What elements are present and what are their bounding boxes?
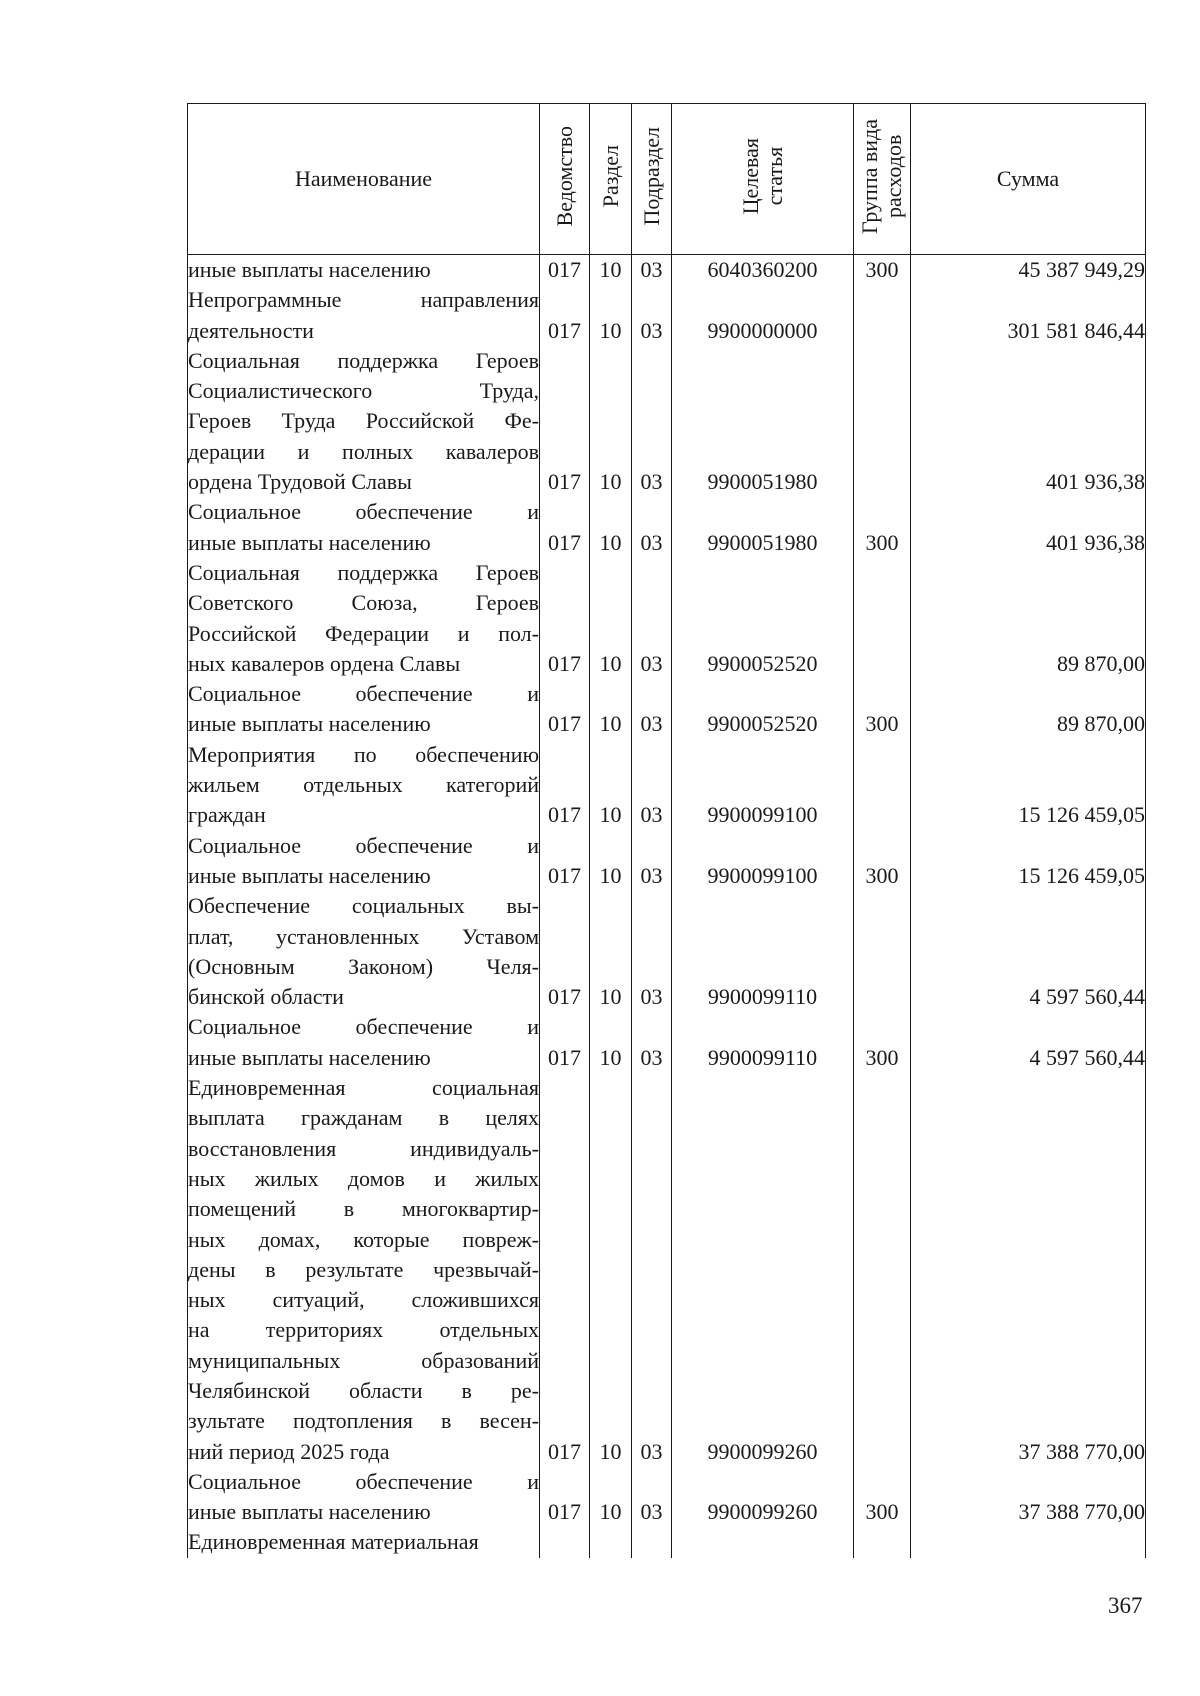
cell-podrazdel: 03 <box>632 1073 672 1467</box>
name-line: иные выплаты населению <box>188 711 431 737</box>
cell-celevaya-statya: 9900051980 <box>672 497 854 558</box>
name-line: бинской области <box>188 984 344 1010</box>
table-row <box>188 831 1146 892</box>
table-row <box>188 558 1146 679</box>
cell-vedomstvo: 017 <box>540 255 590 286</box>
cell-razdel: 10 <box>590 740 632 831</box>
cell-celevaya-statya: 9900051980 <box>672 346 854 497</box>
name-line: (Основным Законом) Челя- <box>188 953 539 979</box>
cell-podrazdel <box>632 1527 672 1557</box>
cell-podrazdel: 03 <box>632 285 672 346</box>
cell-vedomstvo: 017 <box>540 285 590 346</box>
page-number: 367 <box>1108 1593 1143 1618</box>
name-line: Социальное обеспечение и <box>188 1468 539 1494</box>
name-line: ных кавалеров ордена Славы <box>188 650 461 676</box>
cell-vedomstvo: 017 <box>540 1467 590 1528</box>
cell-vedomstvo: 017 <box>540 1073 590 1467</box>
cell-name <box>188 679 540 740</box>
cell-vedomstvo: 017 <box>540 497 590 558</box>
name-line: Социальное обеспечение и <box>188 1014 539 1040</box>
header-celevaya-statya: Целевая статья <box>672 104 854 255</box>
cell-razdel: 10 <box>590 1467 632 1528</box>
header-summa: Сумма <box>911 104 1146 255</box>
name-line: дены в результате чрезвычай- <box>188 1256 539 1282</box>
cell-name <box>188 497 540 558</box>
cell-gruppa-vida-rashodov <box>854 740 911 831</box>
name-line: ордена Трудовой Славы <box>188 469 412 495</box>
cell-podrazdel: 03 <box>632 740 672 831</box>
cell-celevaya-statya: 9900099260 <box>672 1073 854 1467</box>
name-line: Советского Союза, Героев <box>188 590 539 616</box>
cell-gruppa-vida-rashodov: 300 <box>854 679 911 740</box>
name-line: зультате подтопления в весен- <box>188 1408 539 1434</box>
header-vedomstvo: Ведомство <box>540 104 590 255</box>
cell-name <box>188 1073 540 1467</box>
header-podrazdel: Подраздел <box>632 104 672 255</box>
name-line: иные выплаты населению <box>188 1044 431 1070</box>
name-line: иные выплаты населению <box>188 1499 431 1525</box>
cell-celevaya-statya: 9900052520 <box>672 558 854 679</box>
cell-celevaya-statya: 9900099110 <box>672 1012 854 1073</box>
cell-podrazdel: 03 <box>632 1012 672 1073</box>
name-line: помещений в многоквартир- <box>188 1196 539 1222</box>
table-row <box>188 679 1146 740</box>
cell-podrazdel: 03 <box>632 558 672 679</box>
cell-name <box>188 255 540 286</box>
table-row <box>188 346 1146 497</box>
name-line: иные выплаты населению <box>188 862 431 888</box>
cell-razdel: 10 <box>590 1012 632 1073</box>
cell-vedomstvo: 017 <box>540 346 590 497</box>
name-line: Социальное обеспечение и <box>188 499 539 525</box>
cell-vedomstvo <box>540 1527 590 1557</box>
table-row <box>188 1467 1146 1528</box>
name-line: ных домах, которые повреж- <box>188 1226 539 1252</box>
cell-gruppa-vida-rashodov <box>854 346 911 497</box>
name-line: Социальная поддержка Героев <box>188 347 539 373</box>
cell-podrazdel: 03 <box>632 346 672 497</box>
name-line: Мероприятия по обеспечению <box>188 741 539 767</box>
table-row <box>188 255 1146 286</box>
name-line: жильем отдельных категорий <box>188 772 539 798</box>
name-line: Челябинской области в ре- <box>188 1377 539 1403</box>
table-row <box>188 740 1146 831</box>
cell-name <box>188 558 540 679</box>
cell-razdel: 10 <box>590 285 632 346</box>
cell-name <box>188 346 540 497</box>
cell-vedomstvo: 017 <box>540 558 590 679</box>
table-row <box>188 1012 1146 1073</box>
header-razdel: Раздел <box>590 104 632 255</box>
cell-celevaya-statya: 6040360200 <box>672 255 854 286</box>
table-row <box>188 1073 1146 1467</box>
cell-celevaya-statya: 9900099100 <box>672 740 854 831</box>
cell-celevaya-statya: 9900099260 <box>672 1467 854 1528</box>
table-row <box>188 891 1146 1012</box>
cell-name <box>188 891 540 1012</box>
name-line: ний период 2025 года <box>188 1438 390 1464</box>
name-line: деятельности <box>188 317 314 343</box>
name-line: на территориях отдельных <box>188 1317 539 1343</box>
cell-summa: 4 597 560,44 <box>911 891 1146 1012</box>
name-line: граждан <box>188 802 266 828</box>
cell-razdel: 10 <box>590 497 632 558</box>
name-line: ных жилых домов и жилых <box>188 1165 539 1191</box>
name-line: Социальная поддержка Героев <box>188 559 539 585</box>
name-line: Социалистического Труда, <box>188 378 539 404</box>
cell-podrazdel: 03 <box>632 1467 672 1528</box>
name-line: дерации и полных кавалеров <box>188 438 539 464</box>
cell-gruppa-vida-rashodov <box>854 285 911 346</box>
cell-vedomstvo: 017 <box>540 679 590 740</box>
cell-razdel: 10 <box>590 679 632 740</box>
name-line: Обеспечение социальных вы- <box>188 893 539 919</box>
cell-razdel: 10 <box>590 891 632 1012</box>
cell-vedomstvo: 017 <box>540 891 590 1012</box>
cell-name <box>188 1012 540 1073</box>
name-line: иные выплаты населению <box>188 257 431 282</box>
name-line: выплата гражданам в целях <box>188 1105 539 1131</box>
cell-gruppa-vida-rashodov <box>854 891 911 1012</box>
cell-summa: 401 936,38 <box>911 346 1146 497</box>
cell-summa: 37 388 770,00 <box>911 1467 1146 1528</box>
cell-podrazdel: 03 <box>632 255 672 286</box>
cell-name <box>188 831 540 892</box>
cell-razdel: 10 <box>590 831 632 892</box>
name-line: Героев Труда Российской Фе- <box>188 408 539 434</box>
name-line: Единовременная социальная <box>188 1075 539 1101</box>
cell-vedomstvo: 017 <box>540 831 590 892</box>
cell-celevaya-statya: 9900099100 <box>672 831 854 892</box>
cell-vedomstvo: 017 <box>540 740 590 831</box>
cell-gruppa-vida-rashodov <box>854 1527 911 1557</box>
name-line: Единовременная материальная <box>188 1529 479 1555</box>
cell-name <box>188 285 540 346</box>
cell-podrazdel: 03 <box>632 831 672 892</box>
cell-podrazdel: 03 <box>632 679 672 740</box>
cell-name <box>188 1527 540 1557</box>
cell-summa: 401 936,38 <box>911 497 1146 558</box>
budget-table <box>187 103 1146 1558</box>
cell-razdel: 10 <box>590 558 632 679</box>
cell-razdel: 10 <box>590 255 632 286</box>
cell-celevaya-statya: 9900052520 <box>672 679 854 740</box>
cell-gruppa-vida-rashodov: 300 <box>854 831 911 892</box>
cell-podrazdel: 03 <box>632 497 672 558</box>
name-line: Социальное обеспечение и <box>188 681 539 707</box>
table-header-row <box>188 104 1146 255</box>
cell-name <box>188 1467 540 1528</box>
cell-gruppa-vida-rashodov: 300 <box>854 1467 911 1528</box>
cell-summa: 45 387 949,29 <box>911 255 1146 286</box>
cell-gruppa-vida-rashodov: 300 <box>854 1012 911 1073</box>
cell-celevaya-statya: 9900000000 <box>672 285 854 346</box>
name-line: иные выплаты населению <box>188 529 431 555</box>
cell-gruppa-vida-rashodov: 300 <box>854 497 911 558</box>
cell-summa: 4 597 560,44 <box>911 1012 1146 1073</box>
cell-razdel: 10 <box>590 346 632 497</box>
name-line: муниципальных образований <box>188 1347 539 1373</box>
cell-vedomstvo: 017 <box>540 1012 590 1073</box>
name-line: Непрограммные направления <box>188 287 539 313</box>
cell-razdel <box>590 1527 632 1557</box>
cell-gruppa-vida-rashodov <box>854 558 911 679</box>
cell-name <box>188 740 540 831</box>
header-name: Наименование <box>188 104 540 255</box>
name-line: Российской Федерации и пол- <box>188 620 539 646</box>
header-gruppa-vida-rashodov: Группа вида расходов <box>854 104 911 255</box>
table-row <box>188 1527 1146 1557</box>
cell-summa: 89 870,00 <box>911 679 1146 740</box>
cell-summa: 15 126 459,05 <box>911 740 1146 831</box>
table-row <box>188 497 1146 558</box>
name-line: Социальное обеспечение и <box>188 832 539 858</box>
cell-gruppa-vida-rashodov: 300 <box>854 255 911 286</box>
table-row <box>188 285 1146 346</box>
name-line: восстановления индивидуаль- <box>188 1135 539 1161</box>
name-line: ных ситуаций, сложившихся <box>188 1287 539 1313</box>
cell-gruppa-vida-rashodov <box>854 1073 911 1467</box>
cell-summa <box>911 1527 1146 1557</box>
cell-podrazdel: 03 <box>632 891 672 1012</box>
cell-summa: 37 388 770,00 <box>911 1073 1146 1467</box>
cell-razdel: 10 <box>590 1073 632 1467</box>
cell-celevaya-statya <box>672 1527 854 1557</box>
cell-summa: 15 126 459,05 <box>911 831 1146 892</box>
name-line: плат, установленных Уставом <box>188 923 539 949</box>
cell-summa: 301 581 846,44 <box>911 285 1146 346</box>
cell-summa: 89 870,00 <box>911 558 1146 679</box>
cell-celevaya-statya: 9900099110 <box>672 891 854 1012</box>
